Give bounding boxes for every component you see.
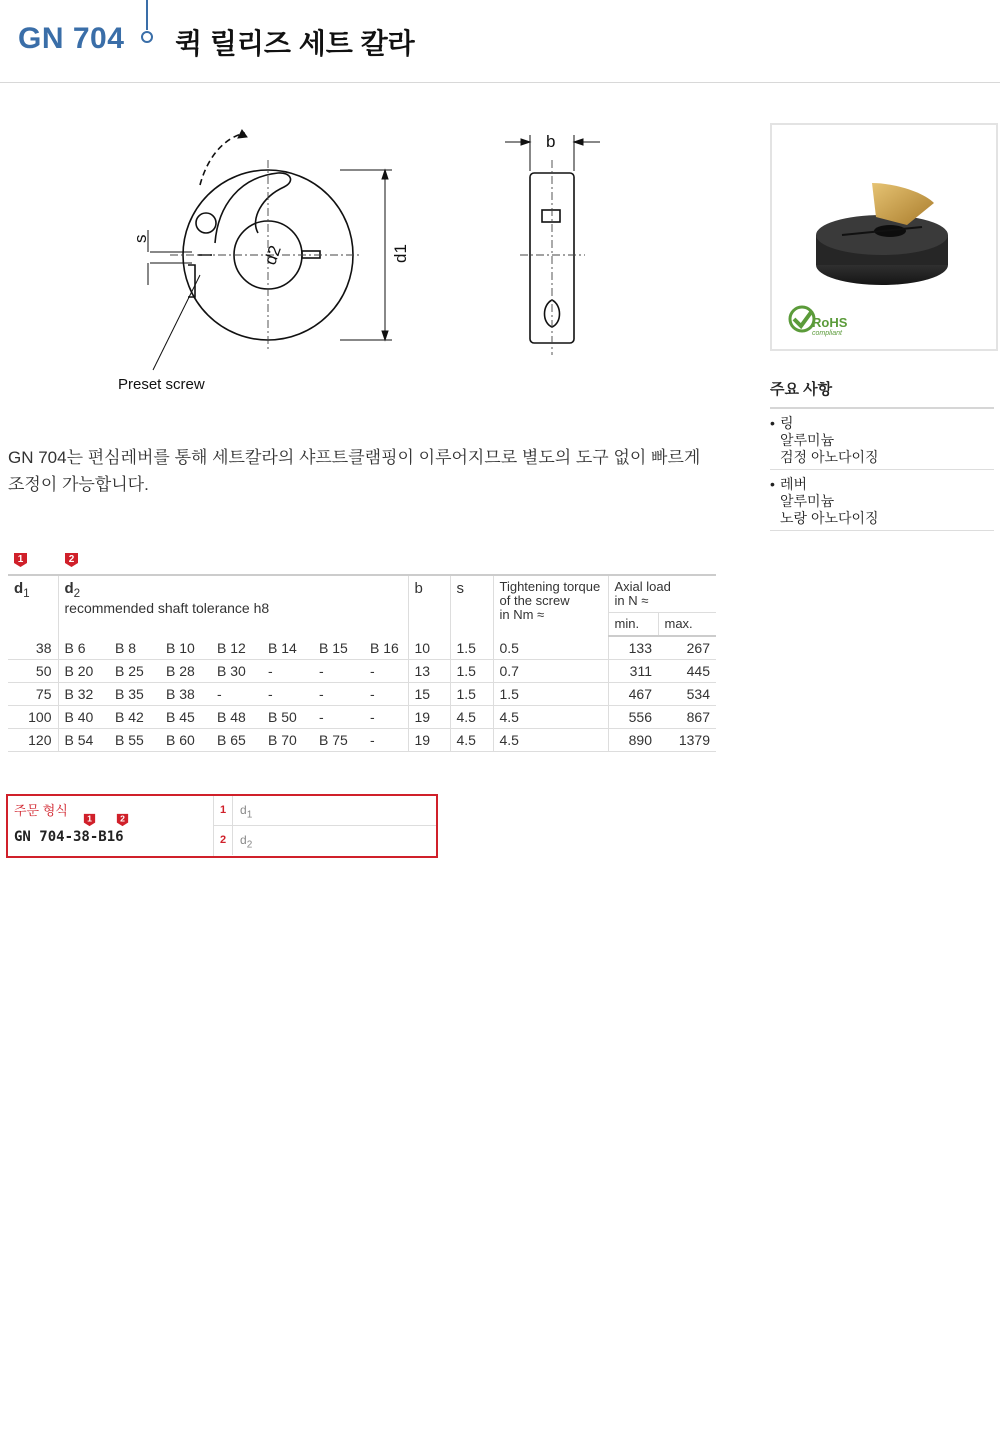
table-cell: B 50 <box>262 706 313 729</box>
preset-screw-label: Preset screw <box>118 376 205 393</box>
badge-1 <box>13 552 28 568</box>
table-cell: 1379 <box>658 729 716 752</box>
table-cell: B 65 <box>211 729 262 752</box>
table-cell: B 54 <box>58 729 109 752</box>
table-cell: 556 <box>608 706 658 729</box>
table-cell: 4.5 <box>493 706 608 729</box>
table-cell: 467 <box>608 683 658 706</box>
order-row-2: 2 $d_2$ <box>214 826 436 855</box>
features-title: 주요 사항 <box>770 378 994 409</box>
table-cell: 1.5 <box>450 683 493 706</box>
table-cell: 75 <box>8 683 58 706</box>
table-cell: 534 <box>658 683 716 706</box>
table-cell: B 35 <box>109 683 160 706</box>
table-cell: - <box>364 683 408 706</box>
table-cell: B 38 <box>160 683 211 706</box>
table-cell: - <box>211 683 262 706</box>
header-b: b <box>408 575 450 636</box>
table-cell: B 40 <box>58 706 109 729</box>
table-cell: - <box>364 706 408 729</box>
photo-svg <box>772 125 996 349</box>
table-cell: B 70 <box>262 729 313 752</box>
table-cell: 4.5 <box>493 729 608 752</box>
d2-note: recommended shaft tolerance h8 <box>64 599 270 616</box>
table-cell: 13 <box>408 660 450 683</box>
spec-table <box>8 574 716 752</box>
order-row-1: 1 $d_1$ <box>214 796 436 826</box>
table-cell: B 10 <box>160 636 211 660</box>
table-body <box>8 636 716 752</box>
header-s: s <box>450 575 493 636</box>
side-view-slot <box>542 210 560 222</box>
feature-item-ring <box>770 409 994 470</box>
table-cell: - <box>313 706 364 729</box>
table-cell: 1.5 <box>450 660 493 683</box>
svg-text:2: 2 <box>120 813 125 824</box>
table-cell: B 14 <box>262 636 313 660</box>
drawing-svg <box>100 115 620 400</box>
table-cell: 867 <box>658 706 716 729</box>
product-photo <box>770 123 998 351</box>
table-cell: B 30 <box>211 660 262 683</box>
table-cell: B 32 <box>58 683 109 706</box>
table-cell: 4.5 <box>450 706 493 729</box>
table-cell: - <box>364 729 408 752</box>
table-row <box>8 683 716 706</box>
svg-text:1: 1 <box>17 554 24 565</box>
table-cell: B 16 <box>364 636 408 660</box>
product-description: GN 704는 편심레버를 통해 세트칼라의 샤프트클램핑이 이루어지므로 별도의 도구 없이 빠르게 조정이 가능합니다. <box>8 448 701 494</box>
order-badge-2 <box>116 813 131 829</box>
feature-line: 알루미늄 <box>780 432 835 448</box>
features-panel <box>770 378 994 531</box>
header-max: max. <box>658 613 716 637</box>
table-cell: 15 <box>408 683 450 706</box>
rohs-sub: compliant <box>812 330 842 337</box>
table-cell: 1.5 <box>450 636 493 660</box>
svg-text:1: 1 <box>87 813 92 824</box>
table-cell: 890 <box>608 729 658 752</box>
table-cell: 10 <box>408 636 450 660</box>
table-cell: - <box>313 660 364 683</box>
table-cell: 4.5 <box>450 729 493 752</box>
table-cell: B 75 <box>313 729 364 752</box>
table-cell: 0.7 <box>493 660 608 683</box>
header-divider-line <box>146 0 148 30</box>
order-label: 주문 형식 <box>14 803 68 818</box>
header-torque: Tightening torque of the screw in Nm ≈ <box>493 575 608 636</box>
table-cell: B 8 <box>109 636 160 660</box>
table-cell: 38 <box>8 636 58 660</box>
table-cell: B 6 <box>58 636 109 660</box>
order-badge-1 <box>83 813 98 829</box>
table-cell: B 60 <box>160 729 211 752</box>
table-row <box>8 660 716 683</box>
table-row <box>8 706 716 729</box>
header-d1: $d_1$ <box>8 575 58 636</box>
header-axial: Axial load in N ≈ <box>608 575 716 613</box>
feature-item-lever <box>770 470 994 531</box>
lever-swing-path <box>200 133 245 185</box>
table-cell: 1.5 <box>493 683 608 706</box>
page-title: 퀵 릴리즈 세트 칼라 <box>175 28 415 59</box>
label-s: s <box>131 234 150 243</box>
feature-name: • 레버 <box>780 476 808 492</box>
feature-line: 검정 아노다이징 <box>780 449 879 465</box>
slot <box>302 251 320 258</box>
page-header <box>0 0 1000 83</box>
table-cell: 19 <box>408 729 450 752</box>
table-cell: - <box>364 660 408 683</box>
header-min: min. <box>608 613 658 637</box>
svg-text:2: 2 <box>68 554 75 565</box>
table-cell: B 25 <box>109 660 160 683</box>
lever-pivot <box>196 213 216 233</box>
lever-outline <box>215 173 291 243</box>
label-d1: d1 <box>391 244 410 263</box>
feature-name: • 링 <box>780 415 794 431</box>
order-code: GN 704-38-B16 <box>14 829 124 845</box>
table-cell: 19 <box>408 706 450 729</box>
technical-drawing <box>100 115 620 405</box>
table-cell: B 28 <box>160 660 211 683</box>
header-d2: $d_2$ recommended shaft tolerance h8 <box>58 575 408 636</box>
table-cell: 120 <box>8 729 58 752</box>
label-d2: d2 <box>260 243 285 268</box>
rohs-logo: RoHS <box>812 315 848 330</box>
badge-2 <box>64 552 79 568</box>
feature-line: 알루미늄 <box>780 493 835 509</box>
table-cell: 445 <box>658 660 716 683</box>
table-cell: 0.5 <box>493 636 608 660</box>
table-cell: B 20 <box>58 660 109 683</box>
table-cell: B 45 <box>160 706 211 729</box>
order-format-box <box>6 794 438 858</box>
feature-line: 노랑 아노다이징 <box>780 510 879 526</box>
table-cell: - <box>313 683 364 706</box>
table-cell: B 42 <box>109 706 160 729</box>
table-cell: 311 <box>608 660 658 683</box>
table-row <box>8 636 716 660</box>
header-divider-dot <box>141 31 153 43</box>
table-cell: 133 <box>608 636 658 660</box>
table-cell: B 55 <box>109 729 160 752</box>
order-left <box>8 796 214 856</box>
table-cell: B 12 <box>211 636 262 660</box>
table-cell: 50 <box>8 660 58 683</box>
table-cell: 267 <box>658 636 716 660</box>
product-code: GN 704 <box>18 22 125 55</box>
label-b: b <box>546 132 556 151</box>
table-cell: B 48 <box>211 706 262 729</box>
table-row <box>8 729 716 752</box>
table-cell: - <box>262 660 313 683</box>
table-cell: 100 <box>8 706 58 729</box>
table-cell: B 15 <box>313 636 364 660</box>
table-cell: - <box>262 683 313 706</box>
